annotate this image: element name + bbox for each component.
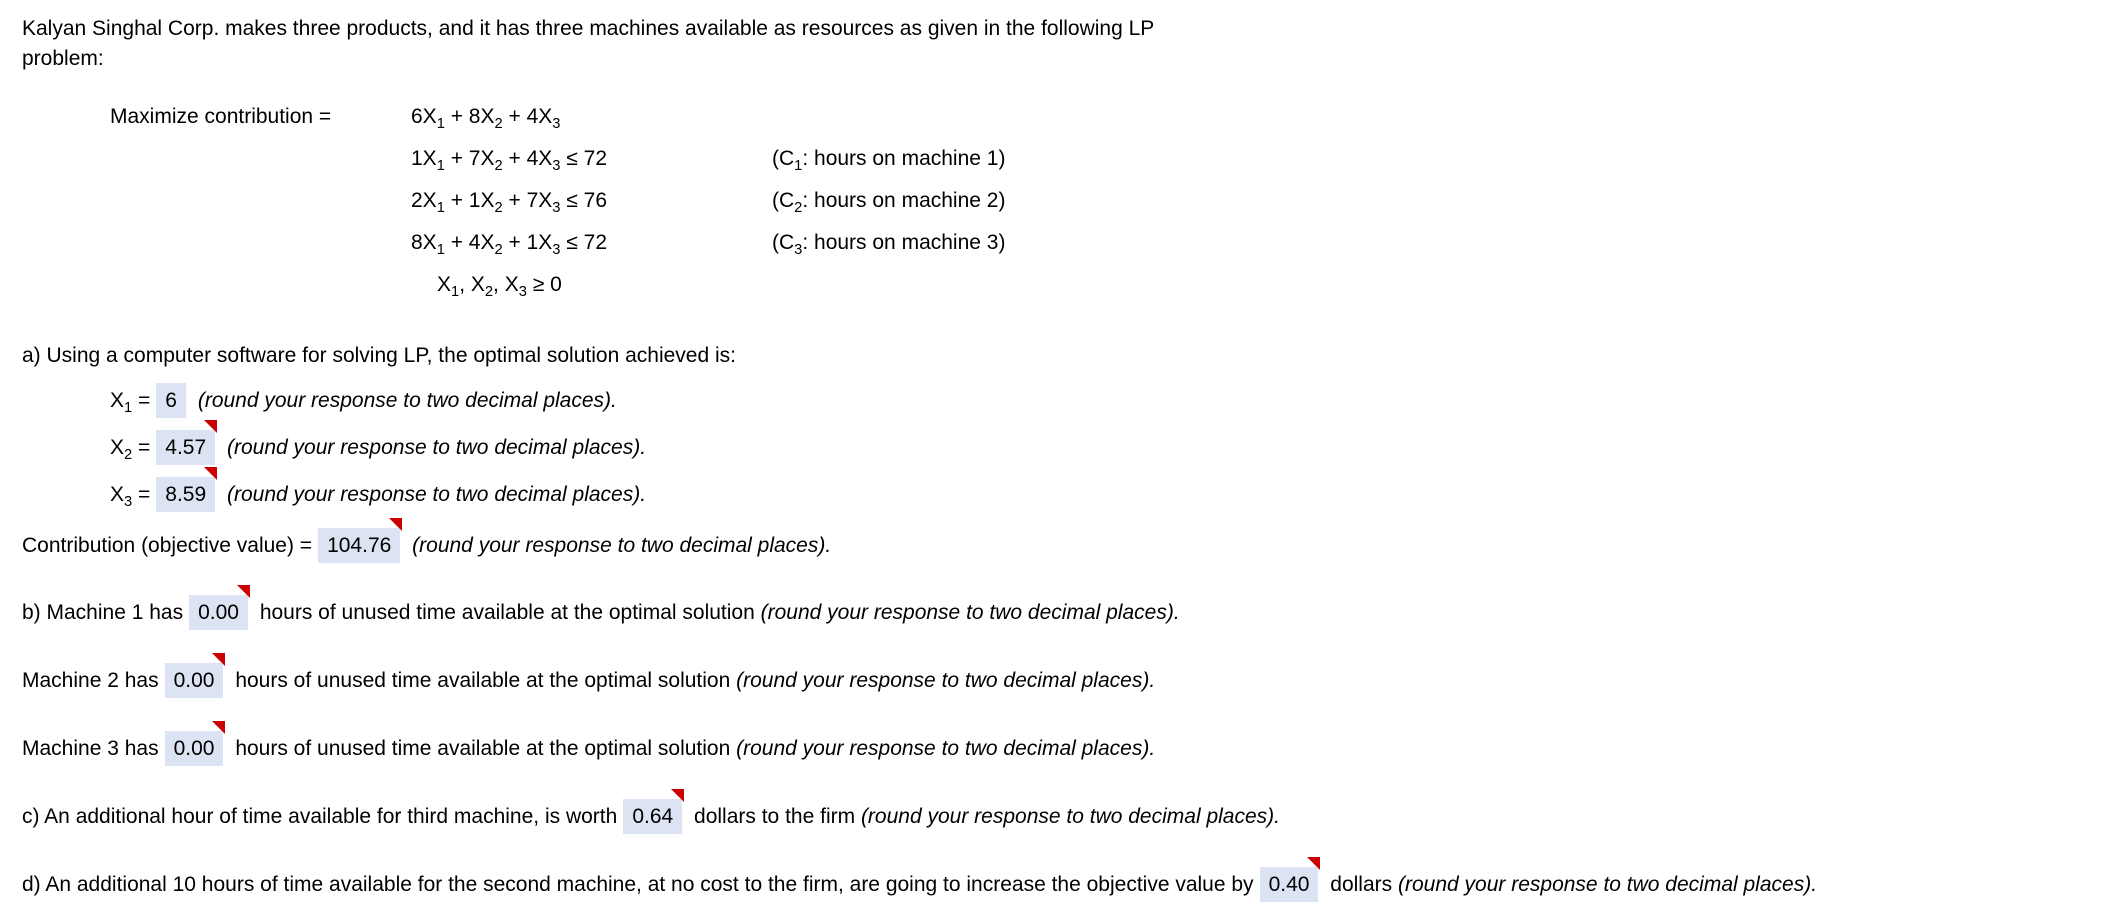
incorrect-flag-icon	[212, 721, 225, 734]
machine-1-slack-line	[22, 595, 2116, 630]
x3-label: $X_3$ =	[110, 483, 151, 511]
constraint-2-note: ($C_2$: hours on machine 2)	[772, 189, 1006, 217]
round-instruction: (round your response to two decimal places).	[736, 737, 1156, 760]
x1-label: $X_1$ =	[110, 389, 151, 417]
nonnegativity-expression: $X_1$, $X_2$, $X_3 \ge 0$	[437, 273, 562, 301]
part-c-line	[22, 799, 2116, 834]
x3-answer-field[interactable]	[156, 477, 215, 512]
round-instruction: (round your response to two decimal places).	[760, 601, 1180, 624]
x3-value: 8.59	[165, 483, 207, 506]
constraint-1-note: ($C_1$: hours on machine 1)	[772, 147, 1006, 175]
machine-3-slack-field[interactable]	[165, 731, 224, 766]
machine-3-middle: hours of unused time available at the optimal solution	[235, 737, 731, 760]
x1-answer-field[interactable]	[156, 383, 186, 418]
intro-line-2: problem:	[22, 47, 104, 70]
x2-value: 4.57	[165, 436, 207, 459]
contribution-label: Contribution (objective value) =	[22, 534, 313, 557]
part-d-answer-field[interactable]	[1260, 867, 1319, 902]
machine-2-slack-line	[22, 663, 2116, 698]
intro-line-1: Kalyan Singhal Corp. makes three products, and it has three machines available as resources as given in the following LP	[22, 17, 1155, 40]
round-instruction: (round your response to two decimal places).	[227, 436, 647, 459]
x2-answer-field[interactable]	[156, 430, 215, 465]
part-c-middle: dollars to the firm	[694, 805, 856, 828]
nonnegativity-row	[110, 264, 2116, 306]
incorrect-flag-icon	[204, 420, 217, 433]
incorrect-flag-icon	[671, 789, 684, 802]
round-instruction: (round your response to two decimal places).	[412, 534, 832, 557]
machine-2-prefix: Machine 2 has	[22, 669, 159, 692]
round-instruction: (round your response to two decimal places).	[227, 483, 647, 506]
incorrect-flag-icon	[389, 518, 402, 531]
machine-3-prefix: Machine 3 has	[22, 737, 159, 760]
problem-intro	[22, 14, 2116, 74]
incorrect-flag-icon	[204, 467, 217, 480]
part-d-value: 0.40	[1268, 873, 1310, 896]
contribution-answer-field[interactable]	[318, 528, 400, 563]
incorrect-flag-icon	[237, 585, 250, 598]
part-c-answer-field[interactable]	[623, 799, 682, 834]
objective-row	[110, 96, 2116, 138]
incorrect-flag-icon	[1307, 857, 1320, 870]
machine-1-slack-value: 0.00	[198, 601, 239, 624]
incorrect-flag-icon	[212, 653, 225, 666]
constraint-row-1	[110, 138, 2116, 180]
x1-value: 6	[165, 389, 177, 412]
lp-formulation	[110, 96, 2116, 306]
machine-2-middle: hours of unused time available at the optimal solution	[235, 669, 731, 692]
constraint-3-expression: $8X_1 + 4X_2 + 1X_3 \le 72$	[411, 231, 608, 259]
part-c-prefix: c) An additional hour of time available for third machine, is worth	[22, 805, 618, 828]
x3-answer-line	[110, 477, 2116, 512]
constraint-2-expression: $2X_1 + 1X_2 + 7X_3 \le 76$	[411, 189, 608, 217]
x1-answer-line	[110, 383, 2116, 418]
part-d-middle: dollars	[1330, 873, 1393, 896]
objective-expression: $6X_1 + 8X_2 + 4X_3$	[411, 105, 561, 133]
machine-1-prefix: b) Machine 1 has	[22, 601, 184, 624]
objective-label: Maximize contribution =	[110, 105, 332, 128]
constraint-1-expression: $1X_1 + 7X_2 + 4X_3 \le 72$	[411, 147, 608, 175]
constraint-row-3	[110, 222, 2116, 264]
round-instruction: (round your response to two decimal places).	[860, 805, 1280, 828]
contribution-value: 104.76	[327, 534, 392, 557]
part-d-line	[22, 867, 2116, 902]
part-c-value: 0.64	[632, 805, 674, 828]
x2-answer-line	[110, 430, 2116, 465]
machine-2-slack-field[interactable]	[165, 663, 224, 698]
machine-2-slack-value: 0.00	[173, 669, 215, 692]
round-instruction: (round your response to two decimal places).	[1398, 873, 1818, 896]
machine-3-slack-line	[22, 731, 2116, 766]
part-a-heading: a) Using a computer software for solving LP, the optimal solution achieved is:	[22, 344, 736, 367]
machine-1-middle: hours of unused time available at the optimal solution	[259, 601, 755, 624]
x2-label: $X_2$ =	[110, 436, 151, 464]
part-d-prefix: d) An additional 10 hours of time available for the second machine, at no cost to the firm, are going to increase the objective value by	[22, 873, 1254, 896]
round-instruction: (round your response to two decimal places).	[197, 389, 617, 412]
machine-1-slack-field[interactable]	[189, 595, 248, 630]
machine-3-slack-value: 0.00	[173, 737, 215, 760]
constraint-row-2	[110, 180, 2116, 222]
contribution-line	[22, 528, 2116, 563]
constraint-3-note: ($C_3$: hours on machine 3)	[772, 231, 1006, 259]
round-instruction: (round your response to two decimal places).	[736, 669, 1156, 692]
